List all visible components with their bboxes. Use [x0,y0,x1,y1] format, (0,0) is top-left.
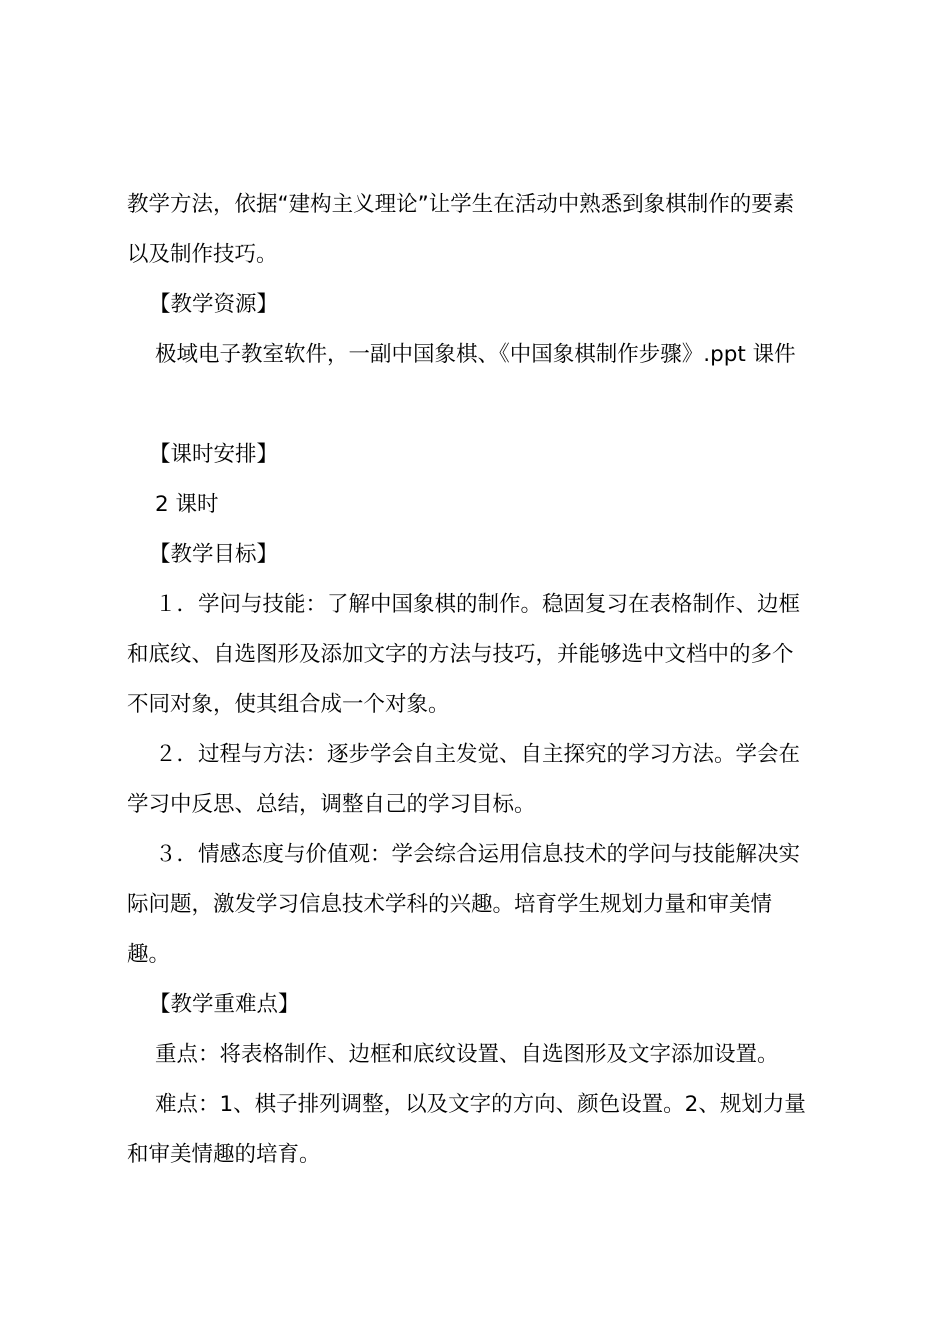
resources-heading: 【教学资源】 [149,292,279,317]
difficult-point-line-1: 难点：1、棋子排列调整，以及文字的方向、颜色设置。2、规划力量 [155,1092,806,1117]
resources-section [127,280,833,430]
objective-item-3 [127,830,833,980]
objective-item-2 [127,730,833,830]
key-points-heading: 【教学重难点】 [149,992,300,1017]
intro-line-1: 教学方法，依据“建构主义理论”让学生在活动中熟悉到象棋制作的要素 [127,192,795,217]
objective-3-line-3: 趣。 [127,942,171,967]
objective-1-line-3: 不同对象，使其组合成一个对象。 [127,692,450,717]
objectives-section [127,530,833,980]
blank-line [127,380,833,430]
difficult-point-line-2: 和审美情趣的培育。 [127,1142,321,1167]
resources-text: 极域电子教室软件，一副中国象棋、《中国象棋制作步骤》.ppt 课件 [155,342,796,367]
objective-1-line-1: １．学问与技能：了解中国象棋的制作。稳固复习在表格制作、边框 [155,592,801,617]
objective-3-line-2: 际问题，激发学习信息技术学科的兴趣。培育学生规划力量和审美情 [127,892,773,917]
schedule-heading: 【课时安排】 [149,442,279,467]
document-page [127,180,833,1180]
intro-line-2: 以及制作技巧。 [127,242,278,267]
key-points-section [127,980,833,1180]
schedule-text: 2 课时 [155,492,219,517]
objective-3-line-1: ３．情感态度与价值观：学会综合运用信息技术的学问与技能解决实 [155,842,801,867]
intro-paragraph [127,180,833,280]
objective-1-line-2: 和底纹、自选图形及添加文字的方法与技巧，并能够选中文档中的多个 [127,642,794,667]
schedule-section [127,430,833,530]
objective-2-line-2: 学习中反思、总结，调整自己的学习目标。 [127,792,536,817]
objective-item-1 [127,580,833,730]
key-point-text: 重点：将表格制作、边框和底纹设置、自选图形及文字添加设置。 [155,1042,779,1067]
objective-2-line-1: ２．过程与方法：逐步学会自主发觉、自主探究的学习方法。学会在 [155,742,801,767]
objectives-heading: 【教学目标】 [149,542,279,567]
